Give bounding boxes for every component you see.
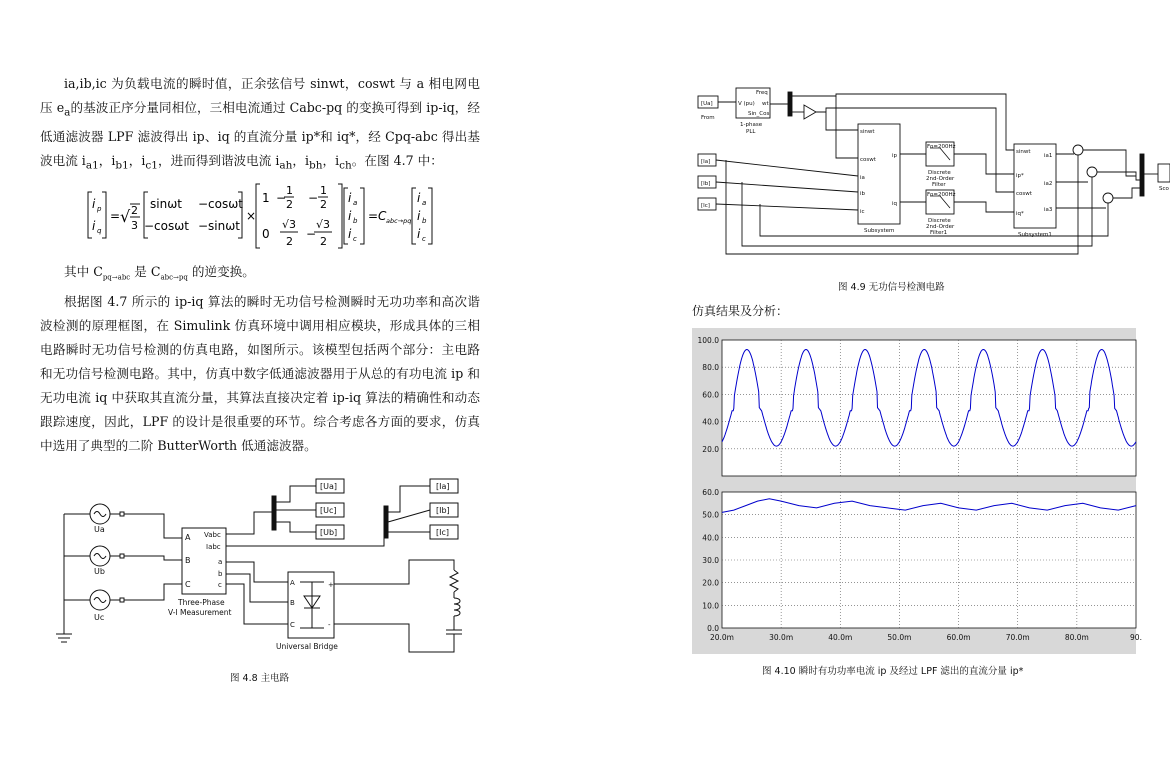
m21: −cosωt xyxy=(144,219,189,233)
pll-sincos: Sin_Cos xyxy=(748,111,770,117)
bridge-a: A xyxy=(290,579,295,587)
sub1-in-iq: iq* xyxy=(1016,211,1024,217)
meas-title1: Three-Phase xyxy=(178,598,225,607)
ip-sub: p xyxy=(97,205,102,213)
scope-label: Sco xyxy=(1159,186,1169,192)
n11: 1 xyxy=(262,191,270,205)
bridge-minus: - xyxy=(328,621,331,629)
pll-vpu: V (pu) xyxy=(738,101,755,107)
goto-ub: [Ub] xyxy=(320,528,338,537)
n12-num: 1 xyxy=(286,184,293,197)
from-ic: [Ic] xyxy=(701,203,710,209)
n13-den: 2 xyxy=(320,198,327,211)
sub-b1: b1 xyxy=(115,159,129,172)
x-tick-label: 50.0m xyxy=(887,633,912,642)
x-tick-label: 60.0m xyxy=(946,633,971,642)
ib2-sym: i xyxy=(417,209,421,223)
ia-sym: i xyxy=(348,191,352,205)
sqrt-sign: √ xyxy=(120,207,131,226)
goto-ic: [Ic] xyxy=(436,528,449,537)
goto-ia: [Ia] xyxy=(436,482,450,491)
sub-bh: bh xyxy=(309,159,323,172)
ic-sym: i xyxy=(348,227,352,241)
x-tick-label: 40.0m xyxy=(828,633,853,642)
y-tick-label: 100.0 xyxy=(697,336,719,345)
meas-vabc: Vabc xyxy=(204,531,221,539)
fig410-caption: 图 4.10 瞬时有功功率电流 ip 及经过 LPF 滤出的直流分量 ip* xyxy=(762,666,1024,677)
frac-num: 2 xyxy=(131,204,138,217)
c-sub: abc→pq xyxy=(386,217,412,225)
filter2-l3: Filter1 xyxy=(930,230,948,236)
n23-den: 2 xyxy=(320,235,327,248)
bridge-c: C xyxy=(290,621,295,629)
pll-wt: wt xyxy=(762,101,769,107)
x-tick-label: 70.0m xyxy=(1005,633,1030,642)
sub-in-ia: ia xyxy=(860,175,865,181)
fig48-main-circuit xyxy=(54,474,474,660)
x-tick-label: 30.0m xyxy=(769,633,794,642)
bridge-plus: + xyxy=(328,581,334,589)
filter1-fo: Fo=200Hz xyxy=(927,144,956,150)
bridge-b: B xyxy=(290,599,295,607)
sub1-out-ia1: ia1 xyxy=(1044,153,1053,159)
para2 xyxy=(40,260,480,290)
m11: sinωt xyxy=(150,197,182,211)
para2-block xyxy=(40,260,480,458)
filter2-l2: 2nd-Order xyxy=(926,224,955,230)
sub-in-sinwt: sinwt xyxy=(860,129,875,135)
ib2-sub: b xyxy=(422,217,427,225)
y-tick-label: 40.0 xyxy=(702,533,719,543)
ub-label: Ub xyxy=(94,567,105,576)
meas-a: A xyxy=(185,533,191,542)
meas-b: B xyxy=(185,556,191,565)
equals-sign-2: = xyxy=(368,209,379,223)
subsystem1-title: Subsystem1 xyxy=(1018,232,1052,238)
fig49-detection-circuit xyxy=(696,84,1170,264)
sim-title: 仿真结果及分析： xyxy=(692,304,789,318)
y-tick-label: 50.0 xyxy=(702,510,719,520)
goto-ua: [Ua] xyxy=(320,482,337,491)
para2-mid: 是 C xyxy=(130,264,161,279)
para2-end: 的逆变换。 xyxy=(187,264,255,279)
iq-sub: q xyxy=(97,227,102,235)
meas-out-a: a xyxy=(218,558,223,566)
frac-den: 3 xyxy=(131,219,138,232)
goto-uc: [Uc] xyxy=(320,506,337,515)
y-tick-label: 60.0 xyxy=(702,390,719,400)
ic-sub: c xyxy=(353,235,357,243)
ia2-sym: i xyxy=(417,191,421,205)
meas-title2: V-I Measurement xyxy=(168,608,232,617)
from-ib: [Ib] xyxy=(701,181,711,187)
c-symbol: C xyxy=(378,209,387,223)
para1: ia,ib,ic 为负载电流的瞬时值，正余弦信号 sinwt，coswt 与 a 相电网电压 $e_a$的基波正序分量同相位，三相电流通过 Cabc-pq 的变换可得到 ip-iq，经低通滤波器 LPF 滤波得出 ip、iq 的直流分量 ip*和 iq*，经 Cpq-abc 得出基波电流 $i_{a1}$，$i_{b1}$，$i_{c1}$，进而得到谐波电流 $i_{ah}$，$i_{bh}$，$i_{ch}$。在图 4.7 中： xyxy=(40,76,480,172)
matrix-formula xyxy=(86,182,446,252)
para3: 根据图 4.7 所示的 ip-iq 算法的瞬时无功信号检测瞬时无功功率和高次谐波检测的原理框图，在 Simulink 仿真环境中调用相应模块，形成具体的三相电路瞬时无功信号检测的仿真电路，如图所示。该模型包括两个部分：主电路和无功信号检测电路。其中，仿真中数字低通滤波器用于从总的有功电流 ip 和无功电流 iq 中获取其直流分量，其算法直接决定着 ip-iq 算法的精确性和动态跟踪速度，因此，LPF 的设计是很重要的环节。综合考虑各方面的要求，仿真中选用了典型的二阶 ButterWorth 低通滤波器。 xyxy=(40,293,480,453)
meas-iabc: Iabc xyxy=(206,543,221,551)
para2-a: 其中 C xyxy=(64,264,103,279)
sub-ah: ah xyxy=(279,159,293,172)
iq-symbol: i xyxy=(92,219,96,233)
sub1-in-coswt: coswt xyxy=(1016,191,1032,197)
y-tick-label: 20.0 xyxy=(702,578,719,588)
n22-num: √3 xyxy=(282,218,297,231)
n22-den: 2 xyxy=(286,235,293,248)
filter1-l2: 2nd-Order xyxy=(926,176,955,182)
from-label: From xyxy=(701,115,715,121)
goto-ib: [Ib] xyxy=(436,506,450,515)
y-tick-label: 0.0 xyxy=(707,624,719,633)
y-tick-label: 30.0 xyxy=(702,556,719,565)
x-tick-label: 20.0m xyxy=(709,633,735,642)
ip-symbol: i xyxy=(92,197,96,211)
sub-out-ip: ip xyxy=(892,153,898,159)
n12-minus: − xyxy=(276,191,287,205)
times-sign: × xyxy=(246,209,257,223)
x-tick-label: 80.0m xyxy=(1064,633,1089,642)
para2-sub1: pq→abc xyxy=(102,273,131,282)
sub1-in-ip: ip* xyxy=(1016,173,1024,179)
sub-in-ic: ic xyxy=(860,209,865,215)
from-ia: [Ia] xyxy=(701,159,711,165)
y-tick-label: 10.0 xyxy=(702,601,719,611)
n21: 0 xyxy=(262,227,270,241)
meas-out-b: b xyxy=(218,570,223,578)
subsystem-title: Subsystem xyxy=(864,228,895,234)
meas-out-c: c xyxy=(218,581,222,589)
x-tick-label: 90. xyxy=(1130,633,1142,642)
sub1-out-ia2: ia2 xyxy=(1044,181,1053,187)
ic2-sym: i xyxy=(417,227,421,241)
pll-title2: PLL xyxy=(746,129,756,135)
y-tick-label: 80.0 xyxy=(702,363,719,373)
fig410-scope-plot xyxy=(692,328,1142,654)
ic2-sub: c xyxy=(422,235,426,243)
ua-label: Ua xyxy=(94,525,105,534)
ia-sub: a xyxy=(353,199,358,207)
pll-title1: 1-phase xyxy=(740,122,763,128)
left-column xyxy=(40,72,480,177)
n23-num: √3 xyxy=(316,218,331,231)
para1-line1: ia,ib,ic 为负载电流的瞬时值，正余弦信号 sinwt，coswt 与 a 相电网电压 e xyxy=(40,76,480,115)
sub1-out-ia3: ia3 xyxy=(1044,207,1053,213)
y-tick-label: 60.0 xyxy=(702,488,719,497)
m22: −sinωt xyxy=(198,219,240,233)
para1-line3: 波器 LPF 滤波得出 ip、iq 的直流分量 ip*和 iq*，经 Cpq-abc 得出基波电流 i xyxy=(40,128,480,168)
filter2-fo: Fo=200Hz xyxy=(927,192,956,198)
sub-out-iq: iq xyxy=(892,201,898,207)
equals-sign: = xyxy=(110,209,121,223)
ib-sub: b xyxy=(353,217,358,225)
sub-in-coswt: coswt xyxy=(860,157,876,163)
filter1-l3: Filter xyxy=(932,182,946,188)
sub-in-ib: ib xyxy=(860,191,866,197)
m12: −cosωt xyxy=(198,197,243,211)
meas-c: C xyxy=(185,580,191,589)
fig48-caption: 图 4.8 主电路 xyxy=(230,673,290,684)
sub-c1: c1 xyxy=(145,159,158,172)
y-tick-label: 20.0 xyxy=(702,444,719,454)
sub1-in-sinwt: sinwt xyxy=(1016,149,1031,155)
from-ua-tag: [Ua] xyxy=(701,101,713,107)
sub-ch: ch xyxy=(339,159,352,172)
para1-line4: ，进而得到谐波电流 i xyxy=(157,152,280,168)
n23-minus: − xyxy=(306,227,317,241)
sub-a1: a1 xyxy=(85,159,99,172)
sub-a: a xyxy=(64,106,71,119)
filter2-l1: Discrete xyxy=(928,218,951,224)
para1-end: 。在图 4.7 中： xyxy=(351,152,443,168)
ib-sym: i xyxy=(348,209,352,223)
pll-freq: Freq xyxy=(756,90,768,96)
y-tick-label: 40.0 xyxy=(702,417,719,427)
upper-plot-area xyxy=(722,340,1136,476)
para2-sub2: abc→pq xyxy=(160,273,188,282)
para1-line2: 的基波正序分量同相位，三相电流通过 Cabc-pq 的变换可得到 ip-iq，经低通滤 xyxy=(40,100,480,144)
bridge-title: Universal Bridge xyxy=(276,642,338,651)
fig49-caption: 图 4.9 无功信号检测电路 xyxy=(838,282,945,293)
ia2-sub: a xyxy=(422,199,427,207)
n13-num: 1 xyxy=(320,184,327,197)
filter1-l1: Discrete xyxy=(928,170,951,176)
n12-den: 2 xyxy=(286,198,293,211)
n13-minus: − xyxy=(308,191,319,205)
uc-label: Uc xyxy=(94,613,105,622)
